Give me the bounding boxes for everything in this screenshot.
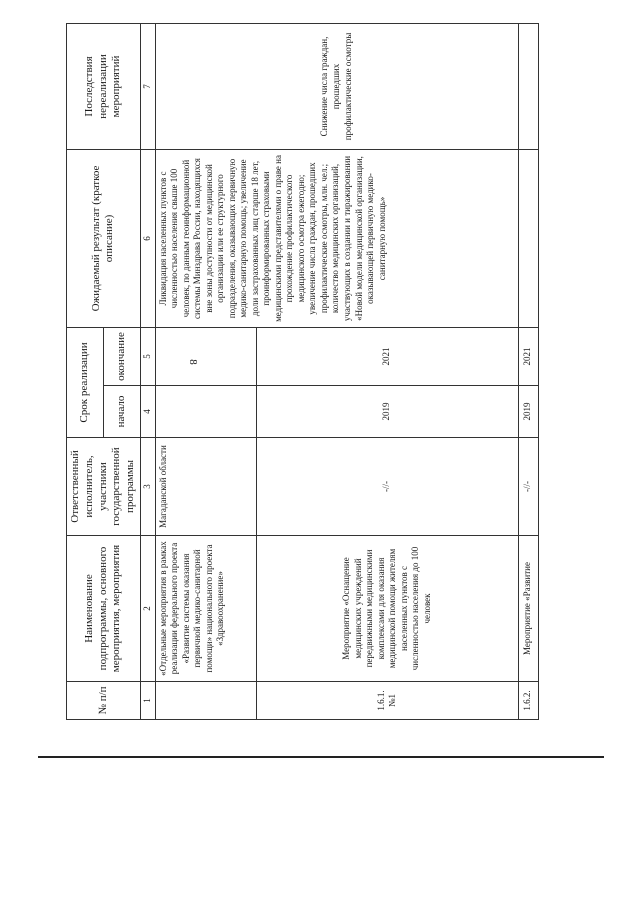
header-consequences: Последствия нереализации мероприятий [67,23,141,149]
header-name: Наименование подпрограммы, основного мероприятия, мероприятия [67,536,141,682]
header-result: Ожидаемый результат (краткое описание) [67,149,141,327]
row-num [155,682,256,720]
page-divider-line [38,756,604,758]
row-num: 1.6.2. [518,682,538,720]
row-responsible: Магаданской области [155,438,256,536]
col-number: 4 [140,386,155,438]
row-name: «Отдельные мероприятия в рамках реализации федерального проекта «Развитие системы оказания первичной медико-санитарной помощи» национального проекта «Здравоохранение» [155,536,256,682]
row-responsible: -//- [518,438,538,536]
header-end: окончание [103,327,140,385]
header-start: начало [103,386,140,438]
col-number: 1 [140,682,155,720]
header-row [67,23,104,719]
row-start [155,386,256,438]
program-table [66,23,539,720]
row-result: Ликвидация населенных пунктов с численностью населения свыше 100 человек, по данным геоинформационной системы Минздрава России, находящихся вне зоны доступности от медицинской организации или ее структурного подразделения, оказывающих первичную медико-санитарную помощь; увеличение доли застрахованных лиц старше 18 лет, проинформированных страховыми медицинскими представителями о праве на прохождение профилактического медицинского осмотра ежегодно; увеличение числа граждан, прошедших профилактические осмотры, млн. чел.; количество медицинских организаций, участвующих в создании и тиражировании «Новой модели медицинской организации, оказывающей первичную медико-санитарную помощь» [155,149,518,327]
program-table-rotated [66,24,548,720]
row-responsible: -//- [256,438,518,536]
header-num: № п/п [67,682,141,720]
col-number: 5 [140,327,155,385]
row-consequences: Снижение числа граждан, прошедших профилактические осмотры [155,23,518,149]
col-number: 7 [140,23,155,149]
row-name: Мероприятие «Развитие [518,536,538,682]
table-row [155,23,256,719]
row-result [518,149,538,327]
col-number: 6 [140,149,155,327]
table-row [518,23,538,719]
row-end [155,327,256,385]
row-start: 2019 [518,386,538,438]
col-number: 2 [140,536,155,682]
col-number: 3 [140,438,155,536]
header-period: Срок реализации [67,327,104,437]
row-end: 2021 [256,327,518,385]
row-consequences [518,23,538,149]
row-start: 2019 [256,386,518,438]
header-responsible: Ответственный исполнитель, участники государственной программы [67,438,141,536]
row-end: 2021 [518,327,538,385]
page-number: 8 [186,359,199,365]
column-number-row [140,23,155,719]
row-name: Мероприятие «Оснащение медицинских учреждений передвижными медицинскими комплексами для оказания медицинской помощи жителям населенных пунктов с численностью населения до 100 человек [256,536,518,682]
row-num: 1.6.1. №1 [256,682,518,720]
